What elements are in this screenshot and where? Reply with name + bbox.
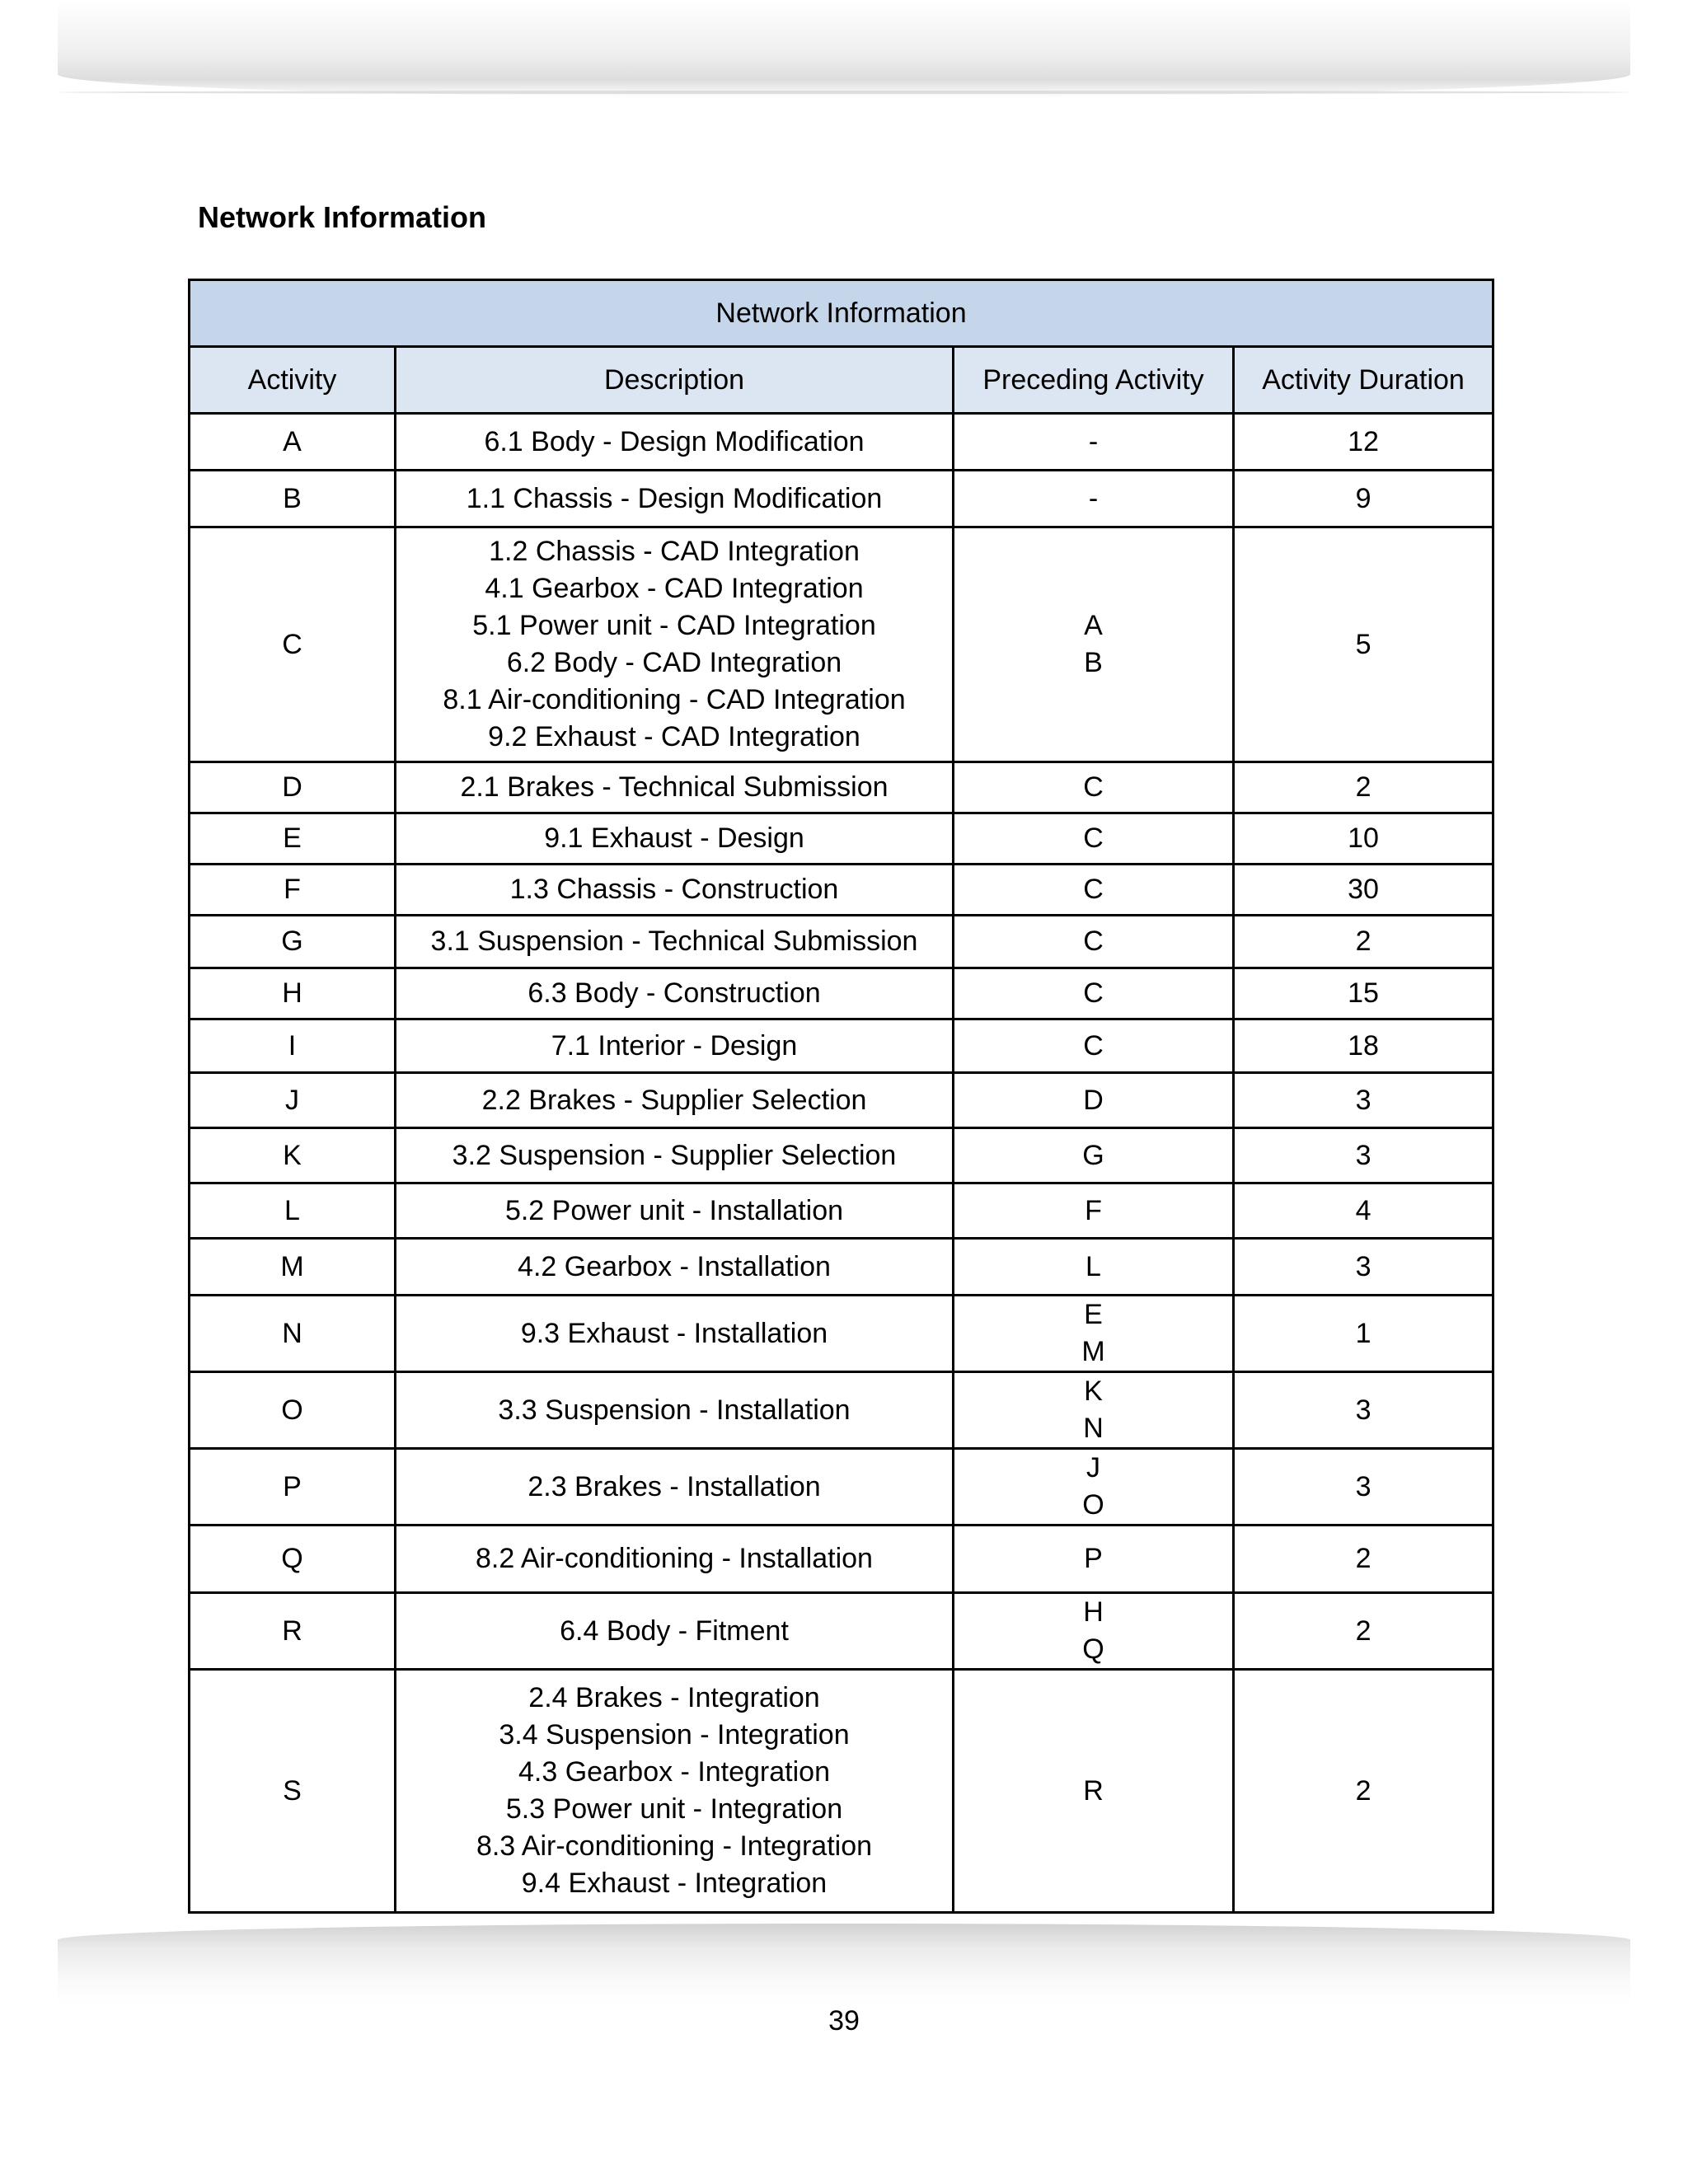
cell-activity-duration: 2 bbox=[1234, 916, 1493, 968]
cell-activity-duration: 3 bbox=[1234, 1073, 1493, 1128]
cell-activity-duration: 18 bbox=[1234, 1019, 1493, 1073]
column-header-preceding-activity: Preceding Activity bbox=[954, 347, 1234, 414]
cell-description: 2.3 Brakes - Installation bbox=[396, 1449, 954, 1526]
table-row bbox=[190, 762, 1493, 813]
cell-preceding-activity: E M bbox=[954, 1296, 1234, 1372]
column-header-activity: Activity bbox=[190, 347, 396, 414]
cell-description: 6.4 Body - Fitment bbox=[396, 1593, 954, 1670]
cell-description: 1.2 Chassis - CAD Integration 4.1 Gearbox - CAD Integration 5.1 Power unit - CAD Integration 6.2 Body - CAD Integration 8.1 Air-conditioning - CAD Integration 9.2 Exhaust - CAD Integration bbox=[396, 527, 954, 762]
cell-activity: C bbox=[190, 527, 396, 762]
cell-activity: Q bbox=[190, 1526, 396, 1593]
cell-description: 1.3 Chassis - Construction bbox=[396, 865, 954, 916]
table-row bbox=[190, 414, 1493, 471]
cell-preceding-activity: D bbox=[954, 1073, 1234, 1128]
cell-description: 5.2 Power unit - Installation bbox=[396, 1183, 954, 1239]
cell-preceding-activity: C bbox=[954, 1019, 1234, 1073]
table-row bbox=[190, 1239, 1493, 1296]
cell-activity: O bbox=[190, 1372, 396, 1449]
section-title: Network Information bbox=[198, 200, 487, 234]
cell-activity-duration: 2 bbox=[1234, 1670, 1493, 1913]
table-row bbox=[190, 865, 1493, 916]
cell-preceding-activity: C bbox=[954, 813, 1234, 865]
cell-description: 2.2 Brakes - Supplier Selection bbox=[396, 1073, 954, 1128]
page-shadow-bottom bbox=[58, 1924, 1630, 2006]
cell-preceding-activity: G bbox=[954, 1128, 1234, 1183]
cell-activity-duration: 2 bbox=[1234, 1593, 1493, 1670]
table-row bbox=[190, 471, 1493, 527]
table-row bbox=[190, 1019, 1493, 1073]
table-row bbox=[190, 1526, 1493, 1593]
cell-description: 3.2 Suspension - Supplier Selection bbox=[396, 1128, 954, 1183]
cell-description: 1.1 Chassis - Design Modification bbox=[396, 471, 954, 527]
page-number: 39 bbox=[828, 2005, 860, 2036]
cell-activity-duration: 4 bbox=[1234, 1183, 1493, 1239]
column-header-activity-duration: Activity Duration bbox=[1234, 347, 1493, 414]
cell-activity-duration: 3 bbox=[1234, 1128, 1493, 1183]
cell-preceding-activity: C bbox=[954, 762, 1234, 813]
cell-activity-duration: 1 bbox=[1234, 1296, 1493, 1372]
table-row bbox=[190, 916, 1493, 968]
cell-preceding-activity: A B bbox=[954, 527, 1234, 762]
cell-activity-duration: 3 bbox=[1234, 1449, 1493, 1526]
table-row bbox=[190, 1296, 1493, 1372]
cell-preceding-activity: F bbox=[954, 1183, 1234, 1239]
cell-description: 2.1 Brakes - Technical Submission bbox=[396, 762, 954, 813]
cell-description: 8.2 Air-conditioning - Installation bbox=[396, 1526, 954, 1593]
cell-description: 9.1 Exhaust - Design bbox=[396, 813, 954, 865]
cell-activity-duration: 2 bbox=[1234, 1526, 1493, 1593]
cell-activity-duration: 9 bbox=[1234, 471, 1493, 527]
cell-activity-duration: 10 bbox=[1234, 813, 1493, 865]
cell-description: 9.3 Exhaust - Installation bbox=[396, 1296, 954, 1372]
table-row bbox=[190, 1670, 1493, 1913]
cell-activity: F bbox=[190, 865, 396, 916]
cell-preceding-activity: H Q bbox=[954, 1593, 1234, 1670]
cell-activity-duration: 30 bbox=[1234, 865, 1493, 916]
cell-activity-duration: 2 bbox=[1234, 762, 1493, 813]
table-row bbox=[190, 527, 1493, 762]
table-row bbox=[190, 1183, 1493, 1239]
cell-activity: N bbox=[190, 1296, 396, 1372]
cell-preceding-activity: L bbox=[954, 1239, 1234, 1296]
cell-preceding-activity: J O bbox=[954, 1449, 1234, 1526]
cell-activity: L bbox=[190, 1183, 396, 1239]
cell-preceding-activity: - bbox=[954, 414, 1234, 471]
cell-description: 6.1 Body - Design Modification bbox=[396, 414, 954, 471]
cell-activity-duration: 12 bbox=[1234, 414, 1493, 471]
cell-activity: I bbox=[190, 1019, 396, 1073]
cell-preceding-activity: - bbox=[954, 471, 1234, 527]
cell-activity-duration: 15 bbox=[1234, 968, 1493, 1019]
cell-activity: M bbox=[190, 1239, 396, 1296]
cell-description: 4.2 Gearbox - Installation bbox=[396, 1239, 954, 1296]
cell-activity-duration: 5 bbox=[1234, 527, 1493, 762]
cell-description: 2.4 Brakes - Integration 3.4 Suspension - Integration 4.3 Gearbox - Integration 5.3 Power unit - Integration 8.3 Air-conditioning - Integration 9.4 Exhaust - Integration bbox=[396, 1670, 954, 1913]
table-row bbox=[190, 1073, 1493, 1128]
table-row bbox=[190, 1372, 1493, 1449]
table-row bbox=[190, 1593, 1493, 1670]
cell-activity: J bbox=[190, 1073, 396, 1128]
cell-preceding-activity: R bbox=[954, 1670, 1234, 1913]
column-header-description: Description bbox=[396, 347, 954, 414]
table-row bbox=[190, 968, 1493, 1019]
table-header-row bbox=[190, 347, 1493, 414]
table-row bbox=[190, 1449, 1493, 1526]
cell-activity: K bbox=[190, 1128, 396, 1183]
cell-description: 3.1 Suspension - Technical Submission bbox=[396, 916, 954, 968]
cell-description: 6.3 Body - Construction bbox=[396, 968, 954, 1019]
table-caption-row bbox=[190, 280, 1493, 347]
table-body bbox=[190, 414, 1493, 1913]
cell-preceding-activity: C bbox=[954, 865, 1234, 916]
cell-description: 3.3 Suspension - Installation bbox=[396, 1372, 954, 1449]
cell-activity: D bbox=[190, 762, 396, 813]
cell-activity: P bbox=[190, 1449, 396, 1526]
cell-activity: S bbox=[190, 1670, 396, 1913]
cell-activity-duration: 3 bbox=[1234, 1372, 1493, 1449]
cell-activity-duration: 3 bbox=[1234, 1239, 1493, 1296]
cell-activity: G bbox=[190, 916, 396, 968]
cell-preceding-activity: K N bbox=[954, 1372, 1234, 1449]
cell-activity: A bbox=[190, 414, 396, 471]
network-information-table bbox=[188, 279, 1494, 1914]
cell-preceding-activity: C bbox=[954, 968, 1234, 1019]
cell-description: 7.1 Interior - Design bbox=[396, 1019, 954, 1073]
cell-preceding-activity: P bbox=[954, 1526, 1234, 1593]
cell-activity: R bbox=[190, 1593, 396, 1670]
cell-preceding-activity: C bbox=[954, 916, 1234, 968]
cell-activity: E bbox=[190, 813, 396, 865]
cell-activity: H bbox=[190, 968, 396, 1019]
page-shadow-top bbox=[58, 0, 1630, 97]
cell-activity: B bbox=[190, 471, 396, 527]
table-caption: Network Information bbox=[190, 280, 1493, 347]
table-row bbox=[190, 813, 1493, 865]
table-row bbox=[190, 1128, 1493, 1183]
